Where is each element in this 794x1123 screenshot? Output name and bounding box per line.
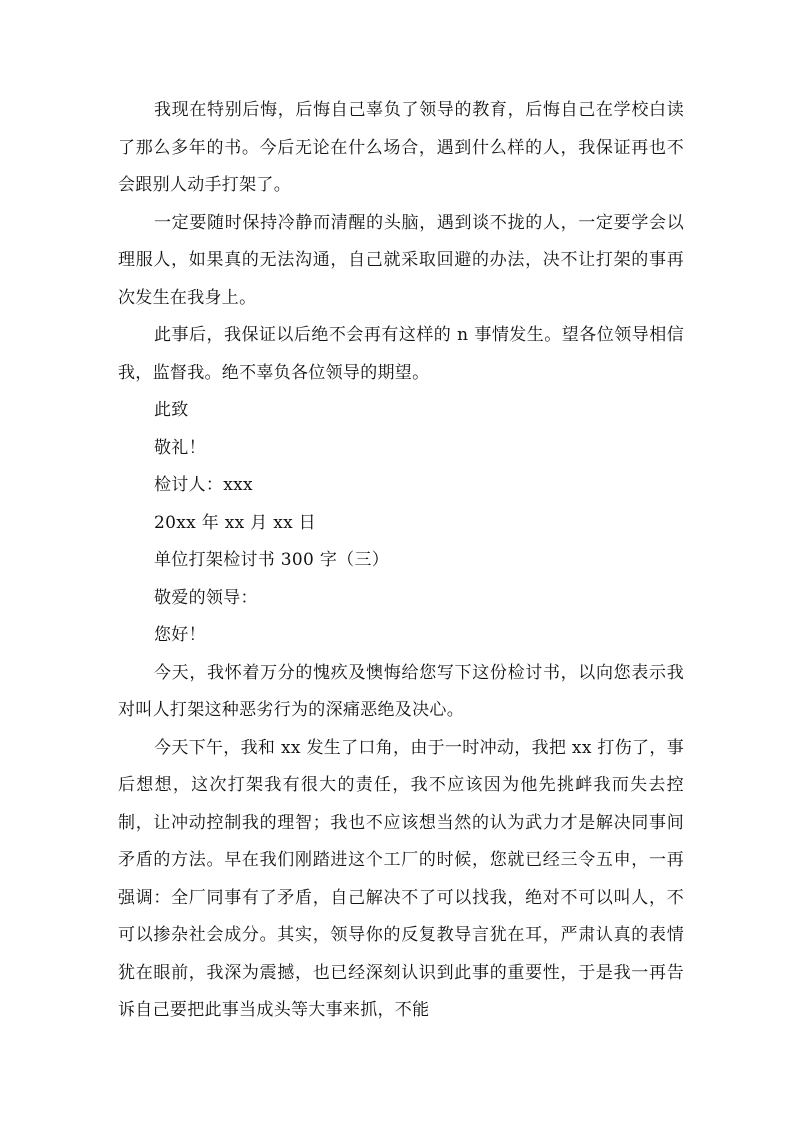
closing-respect: 敬礼！	[154, 437, 206, 458]
section-title: 单位打架检讨书 300 字（三）	[154, 550, 390, 570]
closing-signer: 检讨人：xxx	[154, 475, 253, 495]
paragraph-incident: 今天下午，我和 xx 发生了口角，由于一时冲动，我把 xx 打伤了，事后想想，这次打架我有很大的责任，我不应该因为他先挑衅我而失去控制，让冲动控制我的理智；我也不应该想当然的认为武力才是解决同事间矛盾的方法。早在我们刚踏进这个工厂的时候，您就已经三令五申，一再强调：全厂同事有了矛盾，自己解决不了可以找我，绝对不可以叫人，不可以掺杂社会成分。其实，领导你的反复教导言犹在耳，严肃认真的表情犹在眼前，我深为震撼，也已经深刻认识到此事的重要性，于是我一再告诉自己要把此事当成头等大事来抓，不能	[118, 737, 684, 1020]
paragraph-regret: 我现在特别后悔，后悔自己辜负了领导的教育，后悔自己在学校白读了那么多年的书。今后无论在什么场合，遇到什么样的人，我保证再也不会跟别人动手打架了。	[118, 100, 684, 195]
paragraph-calm: 一定要随时保持冷静而清醒的头脑，遇到谈不拢的人，一定要学会以理服人，如果真的无法沟通，自己就采取回避的办法，决不让打架的事再次发生在我身上。	[118, 212, 684, 308]
document-body	[118, 92, 684, 1030]
letter-greeting: 敬爱的领导：	[154, 587, 258, 608]
letter-hello: 您好！	[154, 625, 206, 645]
closing-date: 20xx 年 xx 月 xx 日	[154, 512, 316, 533]
paragraph-promise: 此事后，我保证以后绝不会再有这样的 n 事情发生。望各位领导相信我，监督我。绝不辜负各位领导的期望。	[118, 325, 684, 383]
paragraph-apology: 今天，我怀着万分的愧疚及懊悔给您写下这份检讨书，以向您表示我对叫人打架这种恶劣行为的深痛恶绝及决心。	[118, 662, 684, 720]
closing-salutation: 此致	[154, 400, 189, 420]
